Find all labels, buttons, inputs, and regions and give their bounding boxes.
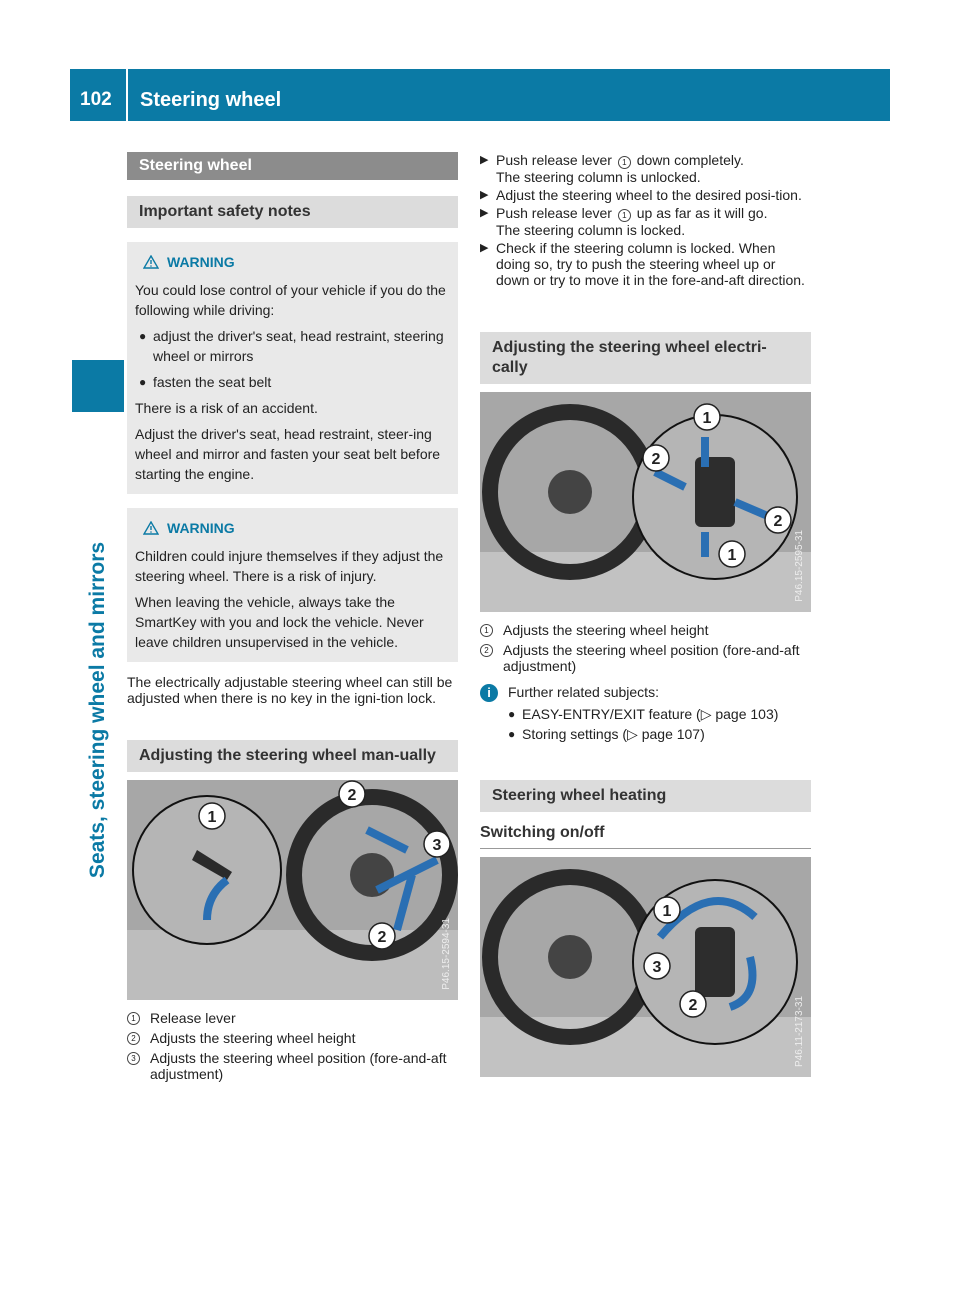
svg-text:2: 2 — [377, 929, 387, 946]
heating-subheading: Switching on/off — [480, 824, 811, 849]
section-title: Steering wheel — [127, 152, 458, 180]
chapter-title: Seats, steering wheel and mirrors — [86, 541, 109, 879]
svg-text:1: 1 — [662, 903, 672, 920]
legend-item: 1 Release lever — [127, 1010, 458, 1026]
bullet-icon: ● — [139, 329, 147, 343]
warning-risk: There is a risk of an accident. — [135, 400, 318, 416]
step-arrow-icon: ▶ — [480, 154, 489, 166]
warning-title-1 — [143, 252, 450, 272]
steering-heating-lever-illustration — [480, 857, 811, 1077]
warning-title-2 — [143, 518, 450, 538]
warning-icon — [143, 255, 159, 269]
manual-heading: Adjusting the steering wheel man-ually — [127, 740, 458, 772]
svg-text:2: 2 — [688, 997, 698, 1014]
electric-note: The electrically adjustable steering wheel can still be adjusted when there is no key in the igni-tion lock. — [127, 674, 453, 706]
warning-icon — [143, 521, 159, 535]
figure-code: P46.11-2173-31 — [794, 996, 805, 1067]
left-column — [127, 152, 458, 1086]
electric-legend — [480, 622, 811, 674]
manual-steps — [480, 152, 811, 288]
info-block — [480, 684, 811, 742]
svg-text:3: 3 — [652, 959, 662, 976]
page-header — [70, 69, 890, 121]
page-number: 102 — [80, 89, 112, 110]
step-arrow-icon: ▶ — [480, 207, 489, 219]
warning-text-2: When leaving the vehicle, always take the SmartKey with you and lock the vehicle. Never leave children unsupervised in the vehicle. — [135, 594, 424, 650]
electric-adjust-illustration — [480, 392, 811, 612]
info-title-row: i Further related subjects: — [480, 684, 811, 702]
svg-text:1: 1 — [207, 809, 217, 826]
bullet-icon: ● — [508, 707, 516, 721]
svg-text:1: 1 — [702, 410, 712, 427]
info-item: ● Storing settings (▷ page 107) — [508, 726, 705, 742]
step-item: ▶ Check if the steering column is locked. When doing so, try to push the steering wheel up or down or try to move it in the fore-and-aft direction. — [480, 240, 805, 288]
steering-wheel-illustration — [127, 780, 458, 1000]
chapter-tab — [72, 360, 124, 412]
heating-illustration — [480, 857, 811, 1077]
warning-label: WARNING — [167, 520, 235, 536]
figure-code: P46.15-2595-31 — [794, 530, 805, 602]
warning-label: WARNING — [167, 254, 235, 270]
svg-text:1: 1 — [727, 547, 737, 564]
svg-text:2: 2 — [773, 513, 783, 530]
svg-text:2: 2 — [651, 451, 661, 468]
bullet-icon: ● — [508, 727, 516, 741]
warning-intro: You could lose control of your vehicle if you do the following while driving: — [135, 282, 446, 318]
svg-text:2: 2 — [347, 787, 357, 804]
info-item: ● EASY-ENTRY/EXIT feature (▷ page 103) — [508, 706, 779, 722]
right-column — [480, 152, 811, 1077]
warning-box-1 — [127, 242, 458, 494]
legend-item: 2 Adjusts the steering wheel position (fore-and-aft adjustment) — [480, 642, 811, 674]
safety-heading: Important safety notes — [127, 196, 458, 228]
legend-item: 3 Adjusts the steering wheel position (fore-and-aft adjustment) — [127, 1050, 458, 1082]
svg-text:3: 3 — [432, 837, 442, 854]
manual-adjust-illustration — [127, 780, 458, 1000]
header-title: Steering wheel — [140, 89, 282, 111]
warning-box-2 — [127, 508, 458, 662]
step-item: ▶ Push release lever 1 up as far as it will go. The steering column is locked. — [480, 205, 768, 238]
legend-item: 1 Adjusts the steering wheel height — [480, 622, 811, 638]
manual-legend — [127, 1010, 458, 1082]
bullet-item: ● adjust the driver's seat, head restraint, steering wheel or mirrors — [139, 328, 444, 364]
legend-item: 2 Adjusts the steering wheel height — [127, 1030, 458, 1046]
step-item: ▶ Push release lever 1 down completely. The steering column is unlocked. — [480, 152, 744, 185]
bullet-icon: ● — [139, 375, 147, 389]
step-arrow-icon: ▶ — [480, 189, 489, 201]
heating-heading: Steering wheel heating — [480, 780, 811, 812]
steering-column-lever-illustration — [480, 392, 811, 612]
info-icon: i — [480, 684, 498, 702]
warning-advice: Adjust the driver's seat, head restraint, steer-ing wheel and mirror and fasten your seat belt before starting the engine. — [135, 426, 441, 482]
bullet-item: ● fasten the seat belt — [139, 374, 272, 390]
figure-code: P46.15-2594-31 — [441, 918, 452, 990]
warning-text-1: Children could injure themselves if they adjust the steering wheel. There is a risk of injury. — [135, 548, 444, 584]
step-item: ▶ Adjust the steering wheel to the desired posi-tion. — [480, 187, 802, 203]
electric-heading: Adjusting the steering wheel electri-cally — [480, 332, 811, 384]
header-divider — [126, 69, 128, 121]
step-arrow-icon: ▶ — [480, 242, 489, 254]
